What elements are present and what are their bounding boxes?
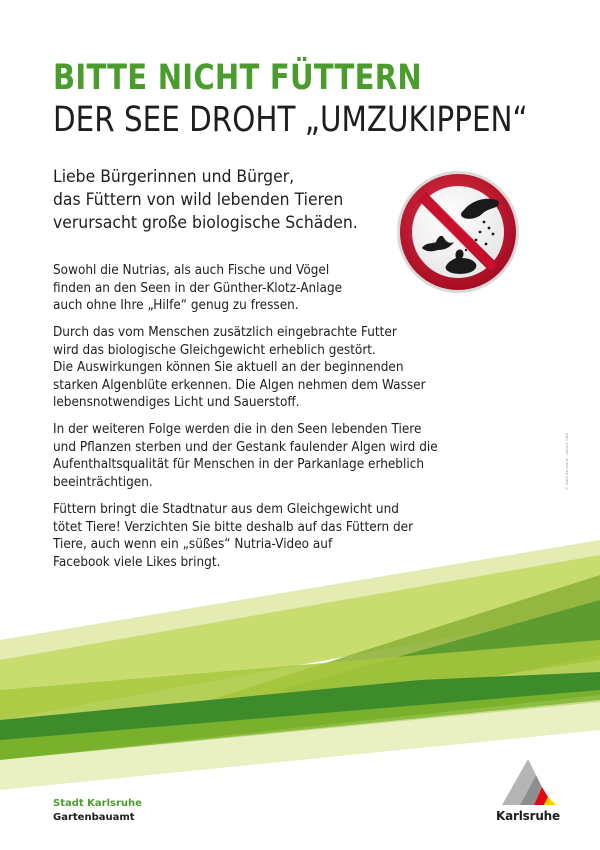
paragraph-line: wird das biologische Gleichgewicht erheblich gestört. [53,342,376,358]
paragraph-line: Sowohl die Nutrias, als auch Fische und Vögel [53,263,330,278]
paragraph-4 [53,501,416,571]
headline-subtitle: DER SEE DROHT „UMZUKIPPEN“ [53,100,528,140]
intro-line: verursacht große biologische Schäden. [53,213,358,233]
paragraph-3 [53,421,438,491]
paragraph-1 [53,262,416,315]
image-credit: © Stadt Karlsruhe · Layout: GBA [565,433,569,490]
paragraph-line: beeinträchtigen. [53,474,153,490]
paragraph-line: Füttern bringt die Stadtnatur aus dem Gleichgewicht und [53,502,399,517]
paragraph-line: Facebook viele Likes bringt. [53,554,221,570]
paragraph-line: In der weiteren Folge werden die in den Seen lebenden Tiere [53,422,422,437]
footer-city: Stadt Karlsruhe [53,798,142,809]
paragraph-line: starken Algenblüte erkennen. Die Algen nehmen dem Wasser [53,377,426,393]
paragraph-line: Aufenthaltsqualität für Menschen in der Parkanlage erheblich [53,457,425,472]
paragraph-2 [53,324,426,412]
intro-text [53,166,384,235]
headline-title: BITTE NICHT FÜTTERN [53,58,422,98]
paragraph-line: lebensnotwendiges Licht und Sauerstoff. [53,395,300,410]
paragraph-line: Durch das vom Menschen zusätzlich eingebrachte Futter [53,325,397,340]
logo-wordmark: Karlsruhe [496,809,560,823]
paragraph-line: und Pflanzen sterben und der Gestank faulender Algen wird die [53,439,438,455]
paragraph-line: Tiere, auch wenn ein „süßes“ Nutria-Video auf [53,537,333,552]
intro-line: das Füttern von wild lebenden Tieren [53,190,344,210]
intro-line: Liebe Bürgerinnen und Bürger, [53,167,295,187]
paragraph-line: Die Auswirkungen können Sie aktuell an der beginnenden [53,360,404,375]
paragraph-line: auch ohne Ihre „Hilfe“ genug zu fressen. [53,298,299,313]
paragraph-line: finden an den Seen in der Günther-Klotz-Anlage [53,280,343,296]
paragraph-line: tötet Tiere! Verzichten Sie bitte deshalb auf das Füttern der [53,519,414,535]
footer-department: Gartenbauamt [53,812,135,823]
